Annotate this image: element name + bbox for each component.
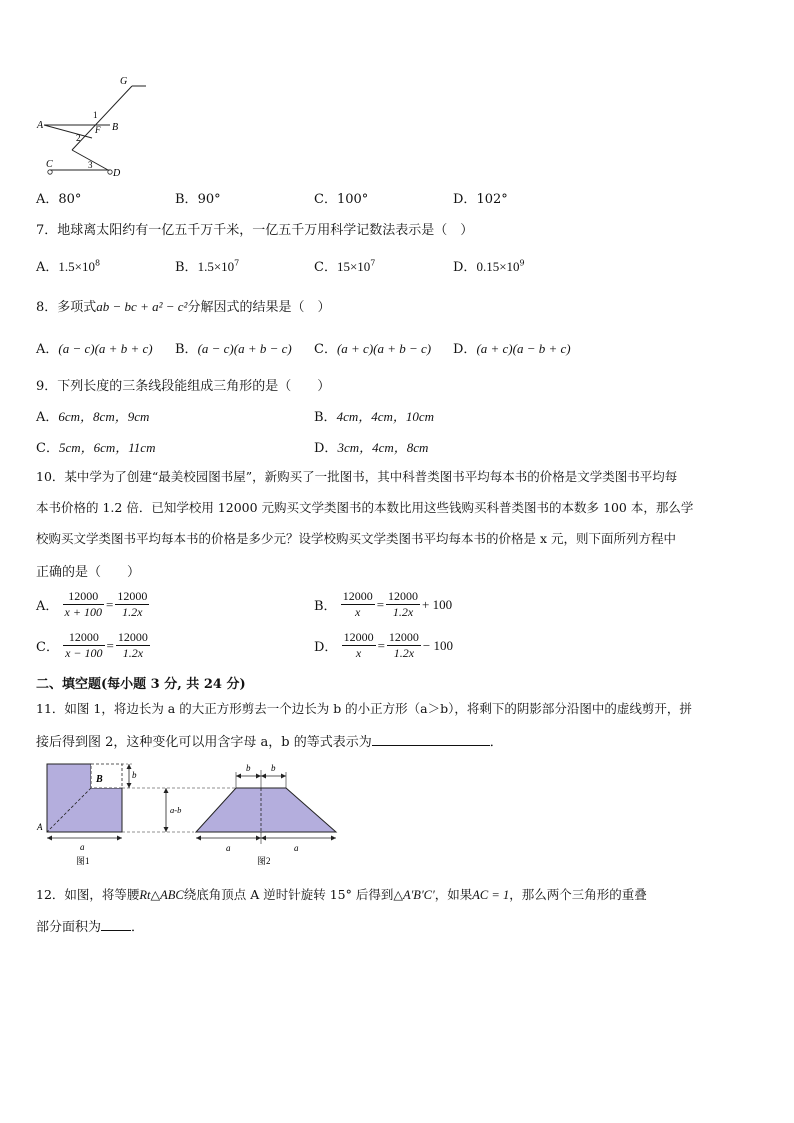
q9-option-c[interactable]: C．5cm，6cm，11cm — [36, 440, 156, 456]
q7-stem: 7．地球离太阳约有一亿五千万千米，一亿五千万用科学记数法表示是（ ） — [36, 223, 474, 238]
q8-option-a[interactable]: A．(a − c)(a + b + c) — [36, 341, 153, 357]
label-a: A — [37, 120, 44, 131]
label-d: D — [113, 168, 121, 179]
fig1-b-label: b — [132, 770, 137, 780]
q8-option-c[interactable]: C．(a + c)(a + b − c) — [314, 341, 432, 357]
fig1-a-arrow-left — [47, 836, 52, 841]
q9-option-d[interactable]: D．3cm，4cm，8cm — [314, 440, 429, 456]
q10-stem-line-3: 校购买文学类图书平均每本书的价格是多少元？设学校购买文学类图书平均每本书的价格是 x 元，则下面所列方程中 — [36, 531, 676, 546]
q10-option-c[interactable]: C． $\frac{12000}{x - 100}$ = $\frac{12000}{1.2x}$ — [36, 630, 148, 660]
q11-stem-line-2: 接后得到图 2，这种变化可以用含字母 a，b 的等式表示为 ． — [36, 731, 503, 750]
fig2-a-label-right: a — [294, 843, 299, 853]
q6-geometry-figure — [30, 70, 160, 182]
line-g-to-d-transversal — [72, 86, 132, 150]
q7-option-b[interactable]: B．$1.5\times 10^7$ — [175, 258, 240, 275]
q8-option-b[interactable]: B．(a − c)(a + b − c) — [175, 341, 292, 357]
fig1-label-a: A — [37, 822, 43, 832]
fig2-b-arrow-1 — [236, 774, 241, 779]
fig2-b-arrow-3 — [261, 774, 266, 779]
fig2-a-arrow-1 — [196, 836, 201, 841]
fig2-b-arrow-4 — [281, 774, 286, 779]
fig1-b-dim-arrow-bottom — [127, 783, 132, 788]
q11-figures — [34, 758, 344, 870]
angle-1: 1 — [93, 110, 98, 120]
label-f: F — [95, 125, 101, 135]
fig2-a-arrow-3 — [261, 836, 266, 841]
fig1-b-dim-arrow-top — [127, 764, 132, 769]
q7-option-d[interactable]: D．$0.15\times 10^9$ — [453, 258, 525, 275]
fig2-b-arrow-2 — [256, 774, 261, 779]
q12-stem-line-2: 部分面积为 ． — [36, 916, 144, 935]
q6-option-a[interactable]: A．80° — [36, 192, 82, 207]
fig2-a-label-left: a — [226, 843, 231, 853]
q11-answer-blank[interactable] — [372, 731, 490, 746]
q10-option-d[interactable]: D． $\frac{12000}{x}$ = $\frac{12000}{1.2x}$ − 100 — [314, 630, 454, 660]
q10-option-b[interactable]: B． $\frac{12000}{x}$ = $\frac{12000}{1.2x}$ + 100 — [314, 589, 453, 619]
fig2-a-arrow-2 — [256, 836, 261, 841]
q11-stem-line-1: 11．如图 1，将边长为 a 的大正方形剪去一个边长为 b 的小正方形（a＞b），将剩下的阴影部分沿图中的虚线剪开，拼 — [36, 701, 692, 716]
line-a-to-f — [44, 125, 92, 138]
label-b: B — [112, 122, 119, 133]
section-heading-fill-in: 二、填空题(每小题 3 分, 共 24 分) — [36, 677, 246, 692]
fig2-b-label-left: b — [246, 763, 251, 773]
q8-option-d[interactable]: D．(a + c)(a − b + c) — [453, 341, 571, 357]
fig1-amb-arrow-bottom — [164, 827, 169, 832]
fig1-label-b: B — [96, 774, 103, 785]
q10-stem-line-1: 10．某中学为了创建“最美校园图书屋”，新购买了一批图书，其中科普类图书平均每本书的价格是文学类图书平均每 — [36, 469, 678, 484]
q6-option-b[interactable]: B．90° — [175, 192, 221, 207]
label-c: C — [46, 159, 53, 170]
q9-stem: 9．下列长度的三条线段能组成三角形的是（ ） — [36, 379, 331, 394]
fig2-trapezoid — [196, 788, 336, 832]
q12-stem-line-1: 12．如图，将等腰Rt△ABC绕底角顶点 A 逆时针旋转 15° 后得到△A′B′C′，如果AC = 1，那么两个三角形的重叠 — [36, 887, 647, 902]
q6-option-c[interactable]: C．100° — [314, 192, 369, 207]
q6-option-d[interactable]: D．102° — [453, 192, 508, 207]
q7-option-a[interactable]: A．$1.5\times 10^8$ — [36, 258, 101, 275]
fig1-a-arrow-right — [117, 836, 122, 841]
q10-stem-line-4: 正确的是（ ） — [36, 565, 141, 580]
q12-answer-blank[interactable] — [101, 916, 131, 931]
q9-option-b[interactable]: B．4cm，4cm，10cm — [314, 409, 435, 425]
fig1-a-label: a — [80, 842, 85, 852]
fig2-caption: 图2 — [257, 856, 271, 866]
q10-stem-line-2: 本书价格的 1.2 倍．已知学校用 12000 元购买文学类图书的本数比用这些钱购买科普类图书的本数多 100 本，那么学 — [36, 500, 694, 515]
fig1-amb-label: a-b — [170, 805, 182, 815]
q7-option-c[interactable]: C．$15\times 10^7$ — [314, 258, 376, 275]
label-g: G — [120, 76, 128, 87]
fig2-a-arrow-4 — [331, 836, 336, 841]
fig1-caption: 图1 — [76, 856, 90, 866]
q8-polynomial: ab − bc + a² − c² — [96, 299, 188, 314]
fig2-b-label-right: b — [271, 763, 276, 773]
q8-stem: 8．多项式ab − bc + a² − c²分解因式的结果是（ ） — [36, 299, 331, 315]
q9-option-a[interactable]: A．6cm，8cm，9cm — [36, 409, 150, 425]
angle-2: 2 — [76, 133, 81, 143]
q10-option-a[interactable]: A． $\frac{12000}{x + 100}$ = $\frac{12000}{1.2x}$ — [36, 589, 148, 619]
fig1-amb-arrow-top — [164, 788, 169, 793]
angle-3: 3 — [88, 160, 93, 170]
